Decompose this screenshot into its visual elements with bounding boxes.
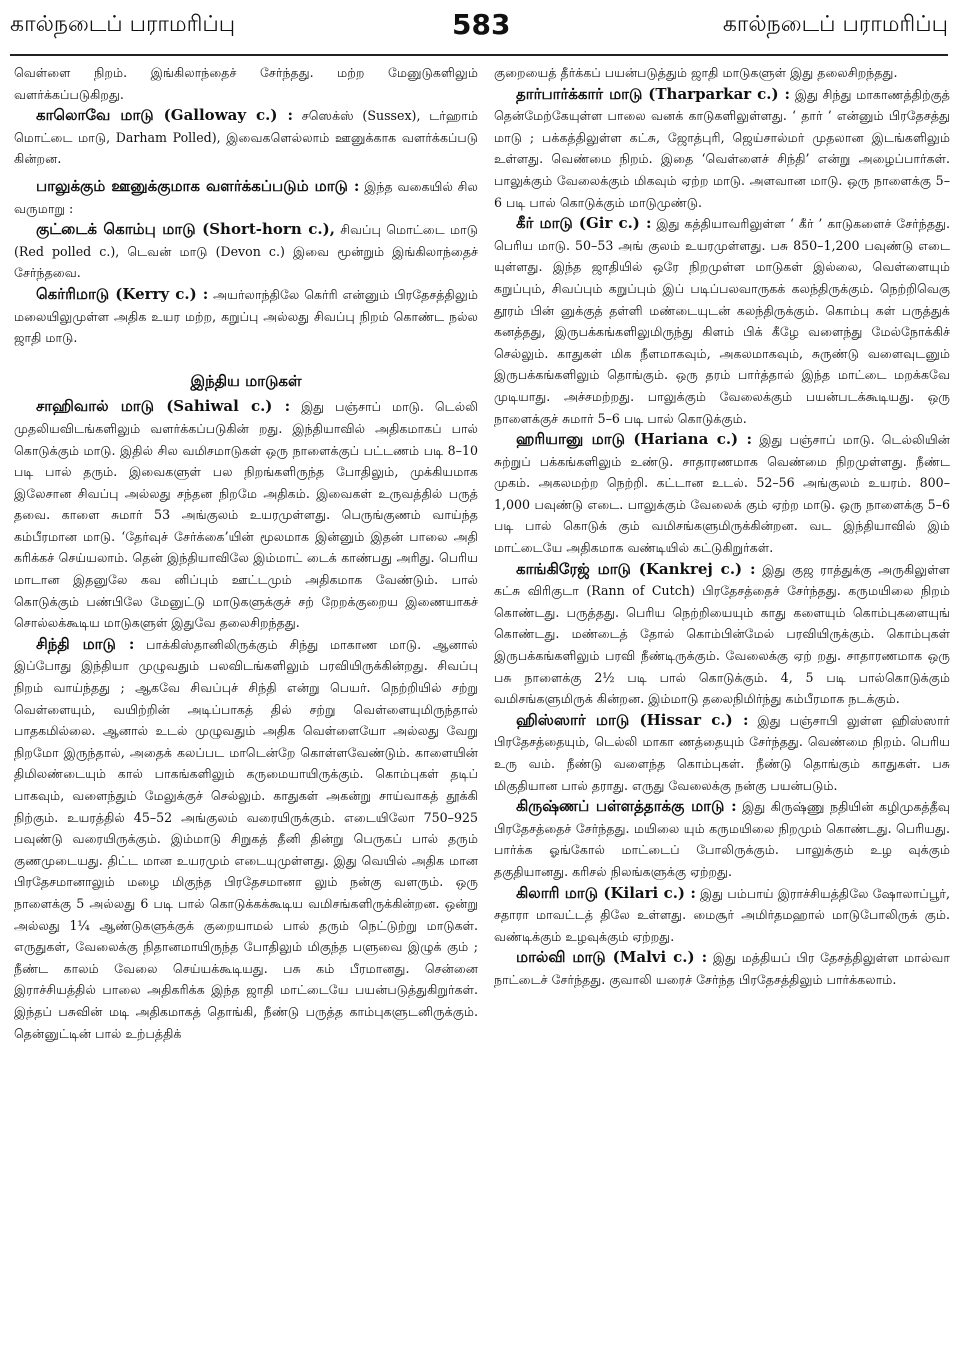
paragraph-malvi — [494, 947, 950, 990]
entry-heading: மால்வி மாடு (Malvi c.) : — [516, 948, 708, 967]
paragraph-text: இந்த வகையில் சில வருமாறு : — [14, 178, 478, 216]
entry-heading: கிருஷ்ணப் பள்ளத்தாக்கு மாடு : — [516, 797, 737, 816]
paragraph-text: குறையைத் தீர்க்கப் பயன்படுத்தும் ஜாதி மாடுகளுள் இது தலைசிறந்தது. — [494, 65, 898, 80]
entry-heading: பாலுக்கும் ஊனுக்குமாக வளர்க்கப்படும் மாடு : — [36, 176, 360, 195]
paragraph-kerry — [14, 284, 478, 349]
paragraph-galloway — [14, 105, 478, 170]
paragraph-hariana — [494, 429, 950, 559]
paragraph-kankrej — [494, 559, 950, 710]
paragraph-text: இது குஜ ராத்துக்கு அருகிலுள்ள கட்சு விரிகுடா (Rann of Cutch) பிரதேசத்தைச் சேர்ந்தது. கருமயிலை நிறம் கொண்டது. பருத்தது. பெரிய நெற்றியையும் காது களையும் கொம்புகளையுங் கொண்டது. மண்டைத் தோல் கொம்பின்மேல் பரவியிருக்கும். கொம்புகள் இருபக்கங்களிலும் பரவி நீண்டிருக்கும். வேலைக்கு ஏற் றது. சாதாரணமாக ஒரு பசு நாளைக்கு 2½ படி பால் கொடுக்கும். 4, 5 படி பால்கொடுக்கும் வமிசங்களுமிருக் கின்றன. இம்மாடு தலைநிமிர்ந்து கம்பீரமாக நடக்கும். — [494, 561, 950, 707]
paragraph-text: சிவப்பு மொட்டை மாடு (Red polled c.), டெவன் மாடு (Devon c.) இவை மூன்றும் இங்கிலாந்தைச் சேர்ந்தவை. — [14, 222, 478, 281]
header-rule — [10, 54, 948, 56]
section-heading: இந்திய மாடுகள் — [190, 371, 302, 390]
paragraph-hissar — [494, 710, 950, 796]
entry-heading: ஹரியானு மாடு (Hariana c.) : — [516, 430, 753, 449]
entry-heading: கிலாரி மாடு (Kilari c.) : — [516, 883, 696, 902]
paragraph — [494, 62, 950, 84]
paragraph-text: சஸெக்ஸ் (Sussex), டர்ஹாம் மொட்டை மாடு, Darham Polled), இவைகளெல்லாம் ஊனுக்காக வளர்க்கப்படு கின்றன. — [14, 108, 478, 167]
entry-heading: காங்கிரேஜ் மாடு (Kankrej c.) : — [516, 559, 756, 578]
paragraph-text: இது மத்தியப் பிர தேசத்திலுள்ள மால்வா நாட்டைச் சேர்ந்தது. குவாலி யரைச் சேர்ந்த பிரதேசத்திலும் பார்க்கலாம். — [494, 950, 950, 987]
entry-heading: காலொவே மாடு (Galloway c.) : — [36, 106, 293, 125]
paragraph-text: இது பஞ்சாப் மாடு. டெல்லி முதலியவிடங்களிலும் வளர்க்கப்படுகின் றது. இந்தியாவில் அதிகமாகப் பால் கொடுக்கும் மாடு. இதில் சில வமிசமாடுகள் ஒரு நாளைக்குப் பட்டணம் படி 8–10 படி பால் தரும். இவைகளுள் பல நிறங்களிருந்த போதிலும், முக்கியமாக இலேசான சிவப்பு அல்லது சந்தன நிறமே அதிகம். இவைகள் உருவத்தில் பருத் தவை. காளை சுமார் 53 அங்குலம் உயரமுள்ளது. பெருங்குணம் வாய்ந்த கம்பீரமான மாடு. ‘தேர்வுச் சேர்க்கை’யின் மூலமாக இன்னும் இதன் பாலை அதி கரிக்கச் செய்யலாம். தென் இந்தியாவிலே இம்மாட் டைக் காண்பது அரிது. பெரிய மாடான இதனுலே கவ னிப்பும் ஊட்டமும் அதிகமாக வேண்டும். பால் கொடுக்கும் பண்பிலே மேனுட்டு மாடுகளுக்குச் சற் றேறக்குறைய இணையாகச் சொல்லக்கூடிய மாடுகளுள் இதுவே தலைசிறந்தது. — [14, 399, 478, 631]
paragraph-krishna-valley — [494, 796, 950, 882]
paragraph-sahiwal — [14, 396, 478, 634]
paragraph-text: அயர்லாந்திலே கெர்ரி என்னும் பிரதேசத்திலும் மலையிலுமுள்ள அதிக உயர மற்ற, கறுப்பு அல்லது சிவப்பு நிறம் கொண்ட நல்ல ஜாதி மாடு. — [14, 286, 478, 346]
page-number: 583 — [452, 8, 511, 41]
paragraph-text: பாக்கிஸ்தானிலிருக்கும் சிந்து மாகாண மாடு. ஆனால் இப்போது இந்தியா முழுவதும் பலவிடங்களிலும் பரவியிருக்கின்றது. சிவப்பு நிறம் வாய்ந்தது ; ஆகவே சிவப்புச் சிந்தி என்று பெயர். நெற்றியில் சற்று வெள்ளையும், வயிற்றின் அடிப்பாகத் தில் சற்று வெள்ளையுமிருந்தால் பாதகமில்லை. ஆனால் உடல் முழுவதும் அதிக வெள்ளையோ அல்லது வேறு நிறமோ இருந்தால், அதைக் கலப்பட மாடென்றே கொள்ளவேண்டும். காளையின் திமிலண்டையும் கால் பாகங்களிலும் கருமையாயிருக்கும். கொம்புகள் தடிப் பாகவும், வளைந்தும் மேலுக்குச் செல்லும். காதுகள் அகன்று சாய்வாகத் தூக்கி நிற்கும். உயரத்தில் 45–52 அங்குலம் வரையிருக்கும். எடையிலோ 750–925 பவுண்டு வரையிருக்கும். இம்மாடு சிறுகத் தீனி தின்று பெருகப் பால் தரும் குணமுடையது. திட்ட மான உயரமும் எடையுமுள்ளது. இது வெயில் அதிக மான பிரதேசமானாலும் மழை மிகுந்த பிரதேசமானா லும் நன்கு வளரும். ஒரு நாளைக்கு 5 அல்லது 6 படி பால் கொடுக்கக்கூடிய வமிசங்களிருக்கின்றன. ஒன்று அல்லது 1¼ ஆண்டுகளுக்குக் குறையாமல் பால் தரும் நெட்டுற்று மாடுகள். எருதுகள், வேலைக்கு நிதானமாயிருந்த போதிலும் மிகுந்த பளுவை இழுக் கும் ; நீண்ட காலம் வேலை செய்யக்கூடியது. பசு கம் பீரமானது. சென்னை இராச்சியத்தில் பாலை அதிகரிக்க இந்த ஜாதி மாட்டையே பயன்படுத்துகிறுர்கள். இந்தப் பசுவின் மடி அதிகமாகத் தொங்கி, நீண்டு பருத்த காம்புகளுடனிருக்கும். தென்னுட்டின் பால் உற்பத்திக் — [14, 636, 478, 1041]
paragraph-text: வெள்ளை நிறம். இங்கிலாந்தைச் சேர்ந்தது. மற்ற மேனுடுகளிலும் வளர்க்கப்படுகிறது. — [14, 65, 478, 102]
paragraph — [14, 62, 478, 105]
left-column — [14, 62, 478, 1358]
paragraph-kilari — [494, 883, 950, 948]
entry-heading: தார்பார்க்கார் மாடு (Tharparkar c.) : — [516, 84, 791, 103]
entry-heading: கீர் மாடு (Gir c.) : — [516, 214, 652, 233]
paragraph-text: இது சிந்து மாகாணத்திற்குத் தென்மேற்கேயுள்ள பாலை வனக் காடுகளிலுள்ளது. ‘ தார் ’ என்னும் பிரதேசத்து மாடு ; பக்கத்திலுள்ள கட்சு, ஜோத்புரி, ஜெய்சால்மர் முதலான இடங்களிலும் உள்ளது. வெண்மை நிறம். இதை ‘வெள்ளைச் சிந்தி’ என்று அழைப்பார்கள். பாலுக்கும் வேலைக்கும் மிகவும் ஏற்ற மாடு. அளவான மாடு. ஒரு நாளைக்கு 5–6 படி பால் கொடுக்கும் மாடுமுண்டு. — [494, 86, 950, 210]
paragraph-tharparkar — [494, 84, 950, 214]
entry-heading: சிந்தி மாடு : — [36, 634, 135, 653]
paragraph-dual-purpose — [14, 176, 478, 219]
entry-heading: கெர்ரிமாடு (Kerry c.) : — [36, 284, 209, 303]
paragraph-sindhi — [14, 634, 478, 1044]
running-title-right: கால்நடைப் பராமரிப்பு — [722, 12, 948, 37]
entry-heading: சாஹிவால் மாடு (Sahiwal c.) : — [36, 397, 291, 416]
paragraph-text: இது கத்தியாவரிலுள்ள ‘ கீர் ’ காடுகளைச் சேர்ந்தது. பெரிய மாடு. 50–53 அங் குலம் உயரமுள்ளது. பசு 850–1,200 பவுண்டு எடை யுள்ளது. இந்த ஜாதியில் ஒரே நிறமுள்ள மாடுகள் இல்லை, வெள்ளையும் கறுப்பும், சிவப்பும் கறுப்பும் இப் படிப்பலவாருகக் கலந்திருக்கும். நெற்றிவெகு தூரம் பின் னுக்குத் தள்ளி மண்டையுடன் கலந்திருக்கும். கொம்பு கள் பருத்துக் கனத்தது, இருபக்கங்களிலுமிருந்து கிளம் பிக் கீழே வளைந்து மேல்நோக்கிச் செல்லும். காதுகள் மிக நீளமாகவும், அகலமாகவும், சுருண்டு வளைவுடனும் இருபக்கங்களிலும் தொங்கும். ஒரு தரம் பார்த்தால் இந்த மாட்டை மறக்கவே முடியாது. அச்சமற்றது. பாலுக்கும் வேலைக்கும் பயன்படக்கூடியது. ஒரு நாளைக்குச் சுமார் 5–6 படி பால் கொடுக்கும். — [494, 216, 950, 426]
paragraph-shorthorn — [14, 219, 478, 284]
entry-heading: ஹிஸ்ஸார் மாடு (Hissar c.) : — [516, 710, 749, 729]
paragraph-text: இது பஞ்சாப் மாடு. டெல்லியின் சுற்றுப் பக்கங்களிலும் உண்டு. சாதாரணமாக வெண்மை நிறமுள்ளது. நீண்ட முகம். அகலமற்ற நெற்றி. கட்டான உடல். 52–56 அங்குலம் உயரம். 800–1,000 பவுண்டு எடை. பாலுக்கும் வேலைக் கும் ஏற்ற மாடு. ஒரு நாளைக்கு 5–6 படி பால் கொடுக் கும் வமிசங்களுமிருக்கின்றன. வட இந்தியாவில் இம் மாட்டையே அதிகமாக வண்டியில் கட்டுகிறுர்கள். — [494, 432, 950, 556]
entry-heading: குட்டைக் கொம்பு மாடு (Short-horn c.), — [36, 220, 335, 239]
paragraph-text: இது கிருஷ்ணு நதியின் கழிமுகத்தீவு பிரதேசத்தைச் சேர்ந்தது. மயிலை யும் கருமயிலை நிறமும் கொண்டது. பெரியது. பார்க்க ஓங்கோல் மாட்டைப் போலிருக்கும். பாலுக்கும் உழ வுக்கும் தகுதியானது. கரிசல் நிலங்களுக்கு ஏற்றது. — [494, 799, 950, 879]
paragraph-text: இது பஞ்சாபி லுள்ள ஹிஸ்ஸார் பிரதேசத்தையும், டெல்லி மாகா ணத்தையும் சேர்ந்தது. வெண்மை நிறம். பெரிய உரு வம். நீண்டு வளைந்த கொம்புகள். நீண்டு தொங்கும் காதுகள். பசு மிகுதியான பால் தராது. எருது வேலைக்கு நன்கு பயன்படும். — [494, 712, 950, 793]
paragraph-gir — [494, 213, 950, 429]
paragraph-text: இது பம்பாய் இராச்சியத்திலே ஷோலாப்பூர், சதாரா மாவட்டத் திலே உள்ளது. மைசூர் அமிர்தமஹால் மாடுபோலிருக் கும். வண்டிக்கும் உழவுக்கும் ஏற்றது. — [494, 885, 950, 944]
right-column — [494, 62, 950, 1358]
page-header — [0, 0, 966, 56]
running-title-left: கால்நடைப் பராமரிப்பு — [10, 12, 236, 37]
